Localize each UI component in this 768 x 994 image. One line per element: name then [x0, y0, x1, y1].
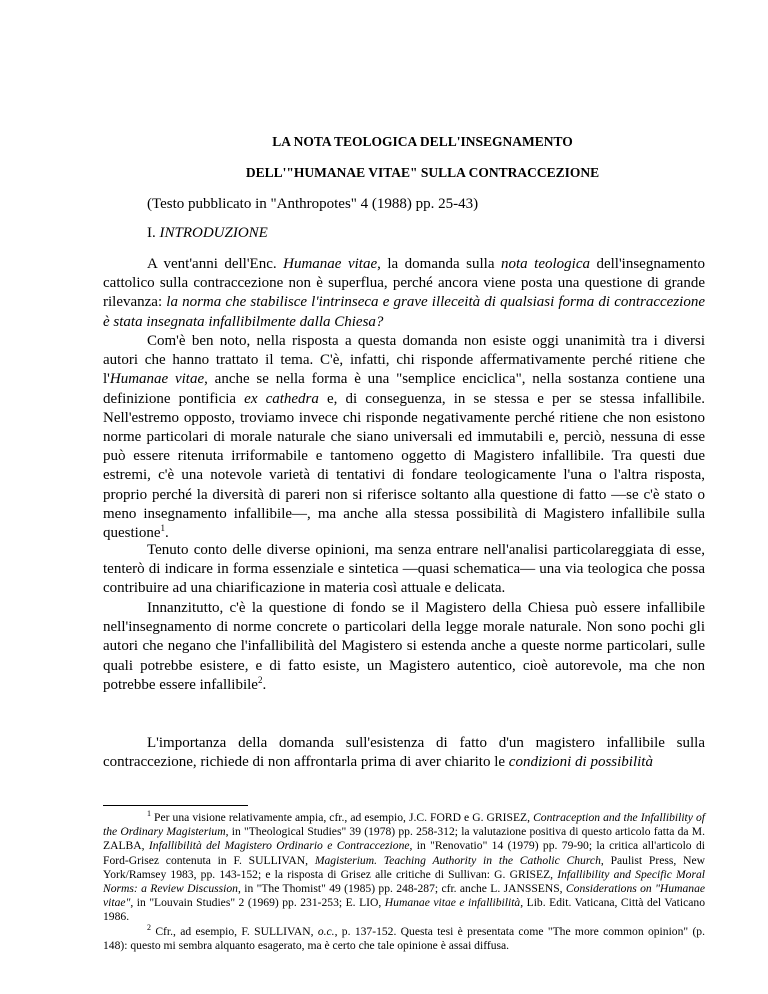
- footnote-number: 2: [147, 922, 151, 932]
- text-run-italic: Infallibility and Specific Moral Norms: a Review Discussion: [103, 867, 706, 896]
- text-run-italic: Contraception and the Infallibility of the Ordinary Magisterium: [103, 811, 705, 839]
- footnote-ref-2[interactable]: 2: [257, 674, 263, 685]
- text-run: Per una visione relativamente ampia, cfr., ad esempio, J.C. FORD e G. GRISEZ,: [151, 811, 534, 824]
- text-run-italic: nota teologica: [501, 256, 590, 272]
- text-run-italic: ex cathedra: [244, 390, 319, 407]
- text-run-italic: Humanae vitae: [109, 371, 205, 388]
- text-run-italic: la norma che stabilisce l'intrinseca e grave illeceità di qualsiasi forma di contraccezione è stata insegnata infallibilmente dalla Chiesa?: [103, 294, 705, 330]
- title-line-2: DELL'"HUMANAE VITAE" SULLA CONTRACCEZIONE: [245, 165, 600, 180]
- paragraph-3: Tenuto conto delle diverse opinioni, ma senza entrare nell'analisi particolareggiata di esse, tenterò di indicare in forma essenziale e sintetica —quasi schematica— una via teologica che possa contribuire ad una chiarificazione in materia così attuale e delicata.: [103, 542, 705, 597]
- text-run: , in "Renovatio" 14 (1979) pp. 79-90; la critica all'articolo di Ford-Grisez contenuta in F. SULLIVAN,: [103, 839, 705, 867]
- text-run: Com'è ben noto, nella risposta a questa domanda non esiste oggi unanimità tra i diversi autori che hanno trattato il tema. C'è, infatti, chi risponde affermativamente perché ritiene che l': [103, 333, 705, 388]
- text-run-italic: condizioni di possibilità: [508, 754, 653, 771]
- paragraph-4: [103, 599, 705, 695]
- paragraph-5: [103, 734, 705, 772]
- footnote-1: [103, 811, 705, 925]
- text-run: , in "Theological Studies" 39 (1978) pp. 258-312; la valutazione positiva di questo articolo fatta da M. ZALBA,: [103, 825, 705, 853]
- section-heading: [147, 224, 268, 242]
- text-run: A vent'anni dell'Enc.: [147, 256, 284, 272]
- text-run: dell'insegnamento cattolico sulla contraccezione non è superflua, perché ancora viene posta una questione di grande rilevanza:: [103, 256, 705, 311]
- text-run-italic: Humanae vitae: [283, 256, 378, 272]
- text-run: , in "The Thomist" 49 (1985) pp. 248-287; cfr. anche L. JANSSENS,: [237, 882, 566, 896]
- text-run: , in "Louvain Studies" 2 (1969) pp. 231-253; E. LIO,: [130, 896, 385, 910]
- text-run: , Paulist Press, New York/Ramsey 1983, pp. 143-152; e la risposta di Grisez alle critiche di Sullivan: G. GRISEZ,: [103, 853, 705, 881]
- text-run: .: [262, 676, 267, 693]
- footnote-2: [103, 922, 706, 953]
- paragraph-2: [103, 332, 705, 543]
- text-run-italic: o.c.: [317, 924, 335, 938]
- text-run: , anche se nella forma è una "semplice enciclica", nella sostanza contiene una definizione pontificia: [103, 371, 706, 407]
- text-run-italic: Infallibilità del Magistero Ordinario e Contraccezione: [148, 839, 410, 853]
- text-run: Cfr., ad esempio, F. SULLIVAN,: [151, 924, 318, 938]
- footnotes: [103, 811, 705, 953]
- text-run: e, di conseguenza, in se stessa e per se stessa infallibile. Nell'estremo opposto, troviamo invece chi risponde negativamente perché ritiene che non esistono norme particolari di morale naturale che siano universali ed immutabili e, perciò, nessuna di esse può essere ritenuta irriformabile e tantomeno oggetto di Magistero infallibile. Tra questi due estremi, c'è una notevole varietà di tentativi di fondare teologicamente l'una o l'altra risposta, proprio perché la diversità di pareri non si riferisce soltanto alla questione di fatto —se c'è stato o meno insegnamento infallibile—, ma anche alla stessa possibilità di Magistero infallibile sulla questione: [103, 390, 705, 542]
- section-number: I.: [147, 225, 160, 241]
- text-run: , Lib. Edit. Vaticana, Città del Vaticano 1986.: [103, 896, 705, 924]
- text-run: .: [165, 525, 169, 542]
- paragraph-1: [103, 255, 705, 332]
- footnote-number: 1: [147, 809, 151, 818]
- text-run: , la domanda sulla: [377, 256, 501, 272]
- footnote-separator: [103, 805, 248, 806]
- source-note: (Testo pubblicato in "Anthropotes" 4 (1988) pp. 25-43): [147, 196, 479, 212]
- text-run-italic: Magisterium. Teaching Authority in the Catholic Church: [314, 853, 601, 867]
- section-title: INTRODUZIONE: [159, 225, 268, 241]
- text-run: Innanzitutto, c'è la questione di fondo se il Magistero della Chiesa può essere infallibile nell'insegnamento di norme concrete o particolari della legge morale naturale. Non sono pochi gli autori che negano che l'infallibilità del Magistero si estenda anche a queste norme particolari, sulle quali potrebbe esistere, e di fatto esiste, un Magistero autentico, cioè autorevole, ma che non potrebbe essere infallibile: [103, 600, 705, 693]
- text-run-italic: Considerations on "Humanae vitae": [103, 882, 706, 910]
- text-run: , p. 137-152. Questa tesi è presentata come "The more common opinion" (p. 148): questo mi sembra alquanto esagerato, ma è certo che tale opinione è assai diffusa.: [103, 924, 706, 952]
- title-line-1: LA NOTA TEOLOGICA DELL'INSEGNAMENTO: [272, 134, 573, 149]
- text-run-italic: Humanae vitae e infallibilità: [384, 896, 521, 910]
- footnote-ref-1[interactable]: 1: [160, 523, 165, 534]
- text-run: L'importanza della domanda sull'esistenza di fatto d'un magistero infallibile sulla contraccezione, richiede di non affrontarla prima di aver chiarito le: [103, 735, 705, 771]
